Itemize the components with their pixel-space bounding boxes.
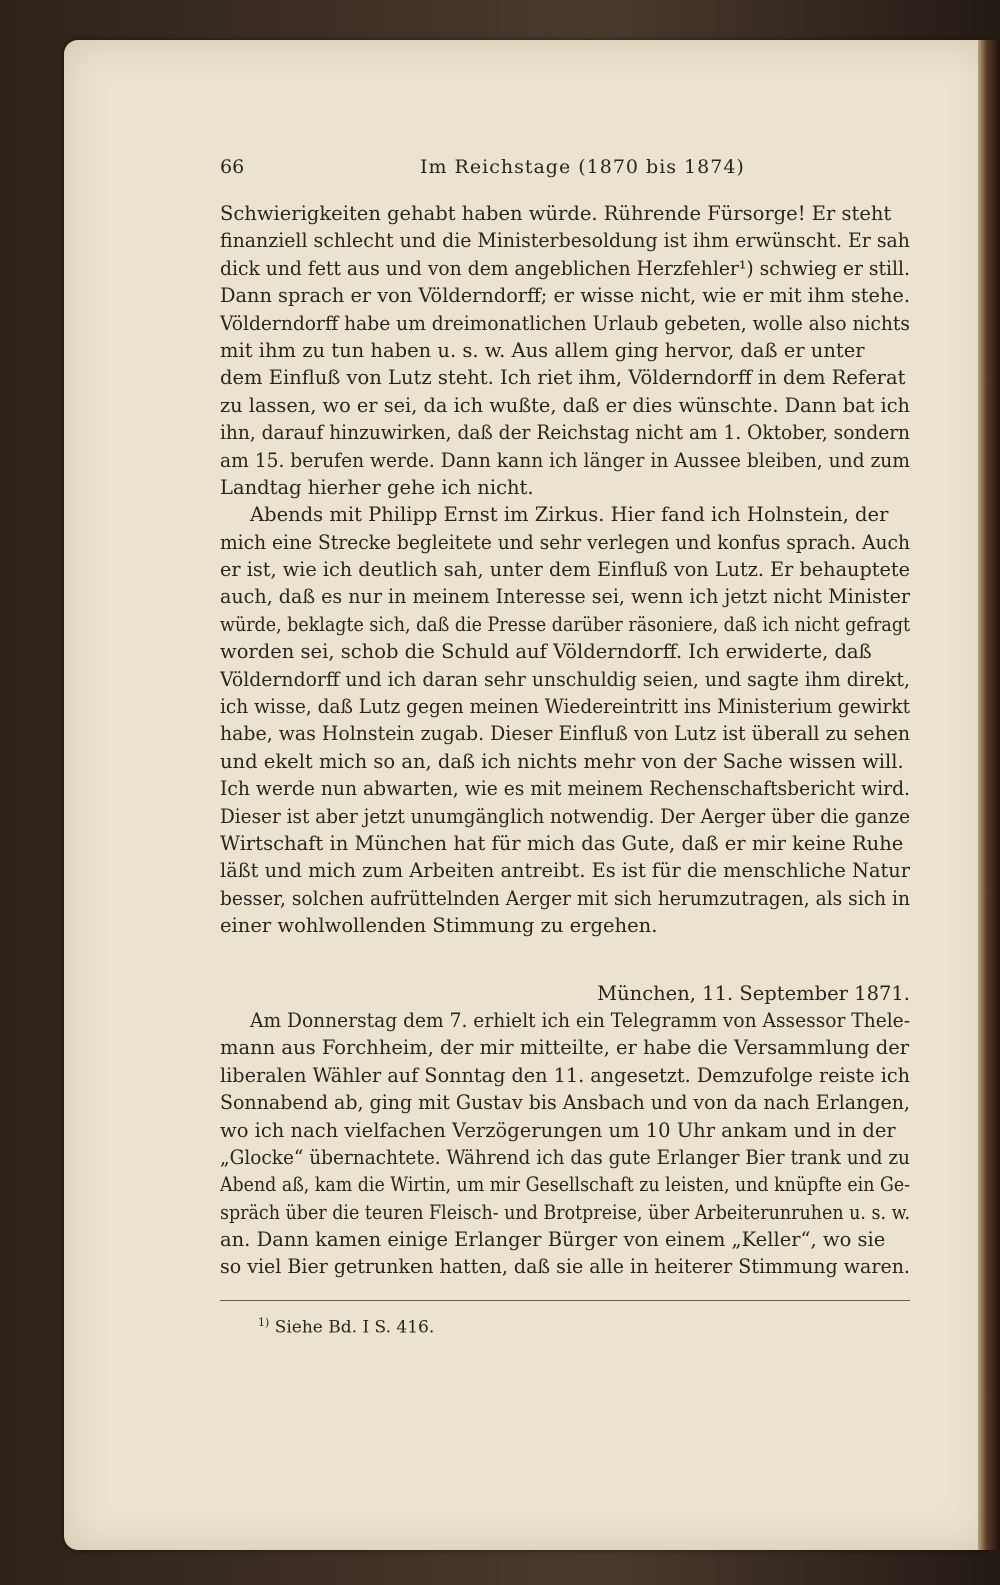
text-line: Am Donnerstag dem 7. erhielt ich ein Telegramm von Assessor Thele- bbox=[250, 1008, 910, 1032]
text-line: Völderndorff und ich daran sehr unschuldig seien, und sagte ihm direkt, bbox=[220, 667, 910, 691]
text-line: auch, daß es nur in meinem Interesse sei, wenn ich jetzt nicht Minister bbox=[220, 585, 910, 609]
text-line: Dieser ist aber jetzt unumgänglich notwendig. Der Aerger über die ganze bbox=[220, 804, 910, 828]
text-line: Wirtschaft in München hat für mich das Gute, daß er mir keine Ruhe bbox=[220, 831, 904, 855]
text-line: besser, solchen aufrüttelnden Aerger mit sich herumzutragen, als sich in bbox=[220, 886, 910, 910]
page-header bbox=[220, 156, 910, 186]
text-line: „Glocke“ übernachtete. Während ich das gute Erlanger Bier trank und zu bbox=[220, 1145, 910, 1169]
running-title: Im Reichstage (1870 bis 1874) bbox=[420, 156, 745, 178]
text-line: an. Dann kamen einige Erlanger Bürger von einem „Keller“, wo sie bbox=[220, 1228, 886, 1252]
text-line: worden sei, schob die Schuld auf Völderndorff. Ich erwiderte, daß bbox=[220, 640, 872, 664]
text-line: ich wisse, daß Lutz gegen meinen Wiedereintritt ins Ministerium gewirkt bbox=[220, 695, 910, 719]
text-line: dem Einfluß von Lutz steht. Ich riet ihm, Völderndorff in dem Referat bbox=[220, 366, 906, 390]
text-line: habe, was Holnstein zugab. Dieser Einfluß von Lutz ist überall zu sehen bbox=[220, 722, 910, 746]
text-line: Sonnabend ab, ging mit Gustav bis Ansbach und von da nach Erlangen, bbox=[220, 1091, 910, 1115]
footnote-mark: 1) bbox=[258, 1316, 270, 1329]
footnote bbox=[258, 1316, 434, 1338]
body-text bbox=[220, 200, 910, 1281]
text-line: zu lassen, wo er sei, da ich wußte, daß er dies wünschte. Dann bat ich bbox=[220, 393, 910, 417]
text-line: am 15. berufen werde. Dann kann ich länger in Aussee bleiben, und zum bbox=[220, 448, 910, 472]
text-line: Abends mit Philipp Ernst im Zirkus. Hier fand ich Holnstein, der bbox=[250, 503, 889, 527]
text-line: liberalen Wähler auf Sonntag den 11. angesetzt. Demzufolge reiste ich bbox=[220, 1063, 910, 1087]
text-line: einer wohlwollenden Stimmung zu ergehen. bbox=[220, 914, 658, 938]
section-gap bbox=[220, 940, 910, 980]
text-line: läßt und mich zum Arbeiten antreibt. Es ist für die menschliche Natur bbox=[220, 859, 910, 883]
text-line: Völderndorff habe um dreimonatlichen Urlaub gebeten, wolle also nichts bbox=[220, 311, 910, 335]
book-spine bbox=[978, 40, 1000, 1550]
text-line: und ekelt mich so an, daß ich nichts mehr von der Sache wissen will. bbox=[220, 749, 904, 773]
footnote-text: Siehe Bd. I S. 416. bbox=[274, 1317, 435, 1338]
text-line: wo ich nach vielfachen Verzögerungen um 10 Uhr ankam und in der bbox=[220, 1118, 896, 1142]
text-line: finanziell schlecht und die Ministerbesoldung ist ihm erwünscht. Er sah bbox=[220, 229, 910, 253]
text-line: er ist, wie ich deutlich sah, unter dem Einfluß von Lutz. Er behauptete bbox=[220, 558, 910, 582]
text-line: würde, beklagte sich, daß die Presse darüber räsoniere, daß ich nicht gefragt bbox=[220, 612, 910, 636]
text-line: mich eine Strecke begleitete und sehr verlegen und konfus sprach. Auch bbox=[220, 530, 910, 554]
text-line: Landtag hierher gehe ich nicht. bbox=[220, 475, 534, 499]
text-line: Dann sprach er von Völderndorff; er wisse nicht, wie er mit ihm stehe. bbox=[220, 284, 910, 308]
text-line: mann aus Forchheim, der mir mitteilte, er habe die Versammlung der bbox=[220, 1036, 910, 1060]
text-line: mit ihm zu tun haben u. s. w. Aus allem ging hervor, daß er unter bbox=[220, 338, 865, 362]
text-line: Schwierigkeiten gehabt haben würde. Rührende Fürsorge! Er steht bbox=[220, 202, 892, 225]
dateline: München, 11. September 1871. bbox=[597, 981, 910, 1005]
text-line: dick und fett aus und von dem angeblichen Herzfehler¹) schwieg er still. bbox=[220, 256, 910, 280]
text-line: spräch über die teuren Fleisch- und Brotpreise, über Arbeiterunruhen u. s. w. bbox=[220, 1200, 910, 1224]
text-line: ihn, darauf hinzuwirken, daß der Reichstag nicht am 1. Oktober, sondern bbox=[220, 421, 910, 445]
text-line: Ich werde nun abwarten, wie es mit meinem Rechenschaftsbericht wird. bbox=[220, 777, 910, 801]
page-number: 66 bbox=[220, 156, 245, 178]
text-line: Abend aß, kam die Wirtin, um mir Gesellschaft zu leisten, und knüpfte ein Ge- bbox=[220, 1173, 910, 1197]
text-line: so viel Bier getrunken hatten, daß sie alle in heiterer Stimmung waren. bbox=[220, 1255, 910, 1279]
footnote-divider bbox=[220, 1300, 910, 1301]
